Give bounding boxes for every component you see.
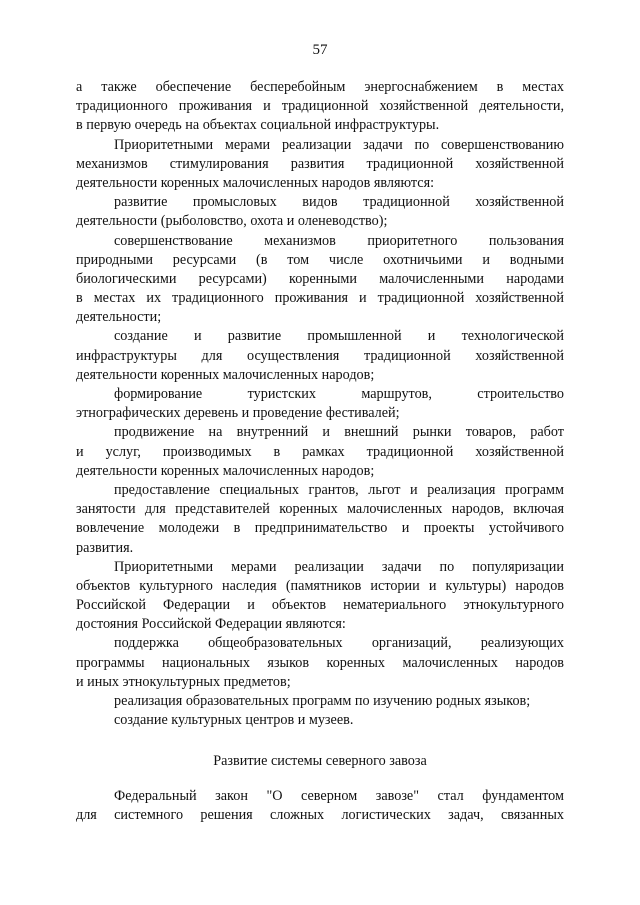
paragraph	[76, 193, 564, 231]
text-line: деятельности коренных малочисленных народов являются:	[76, 174, 435, 191]
text-line: биологическими ресурсами) коренными малочисленными народами	[76, 270, 564, 287]
text-line: Федеральный закон "О северном завозе" стал фундаментом	[114, 788, 564, 804]
text-line: занятости для представителей коренных малочисленных народов, включая	[76, 501, 564, 518]
text-line: Приоритетными мерами реализации задачи по популяризации	[114, 558, 564, 575]
paragraph	[76, 692, 564, 711]
page-number: 57	[312, 42, 328, 58]
paragraph	[76, 136, 564, 194]
paragraph	[76, 232, 564, 328]
paragraph	[76, 327, 564, 385]
text-line: Приоритетными мерами реализации задачи по совершенствованию	[114, 136, 564, 153]
text-line: деятельности (рыболовство, охота и оленеводство);	[76, 213, 388, 230]
text-line: в местах их традиционного проживания и традиционной хозяйственной	[76, 290, 564, 307]
text-line: реализация образовательных программ по изучению родных языков;	[114, 693, 531, 709]
text-line: формирование туристских маршрутов, строительство	[114, 386, 564, 402]
text-line: достояния Российской Федерации являются:	[76, 616, 346, 633]
text-line: природными ресурсами (в том числе охотничьими и водными	[76, 251, 564, 268]
text-line: создание культурных центров и музеев.	[114, 712, 354, 729]
text-line: поддержка общеобразовательных организаций, реализующих	[114, 635, 564, 652]
text-line: вовлечение молодежи в предпринимательство и проекты устойчивого	[76, 520, 564, 537]
text-line: деятельности;	[76, 309, 162, 326]
paragraph	[76, 634, 564, 692]
text-line: в первую очередь на объектах социальной инфраструктуры.	[76, 117, 440, 134]
paragraph	[76, 558, 564, 635]
text-line: Российской Федерации и объектов нематериального этнокультурного	[76, 597, 564, 614]
text-line: программы национальных языков коренных малочисленных народов	[76, 654, 564, 671]
text-line: традиционного проживания и традиционной хозяйственной деятельности,	[76, 98, 564, 115]
text-line: продвижение на внутренний и внешний рынки товаров, работ	[114, 424, 564, 441]
text-line: предоставление специальных грантов, льгот и реализация программ	[114, 481, 564, 498]
text-line: создание и развитие промышленной и технологической	[114, 328, 564, 345]
final-paragraph	[76, 787, 564, 825]
section-heading: Развитие системы северного завоза	[213, 753, 427, 769]
paragraph	[76, 711, 564, 730]
text-line: совершенствование механизмов приоритетного пользования	[114, 232, 564, 249]
text-line: развитие промысловых видов традиционной хозяйственной	[114, 194, 564, 211]
text-line: инфраструктуры для осуществления традиционной хозяйственной	[76, 347, 564, 364]
body-text	[76, 78, 564, 730]
text-line: а также обеспечение бесперебойным энергоснабжением в местах	[76, 79, 564, 95]
text-line: и иных этнокультурных предметов;	[76, 673, 291, 690]
text-line: деятельности коренных малочисленных народов;	[76, 462, 375, 479]
text-line: объектов культурного наследия (памятников истории и культуры) народов	[76, 577, 564, 594]
text-line: развития.	[76, 539, 134, 556]
text-line: деятельности коренных малочисленных народов;	[76, 366, 375, 383]
paragraph	[76, 423, 564, 481]
text-line: механизмов стимулирования развития традиционной хозяйственной	[76, 155, 564, 172]
text-line: этнографических деревень и проведение фестивалей;	[76, 405, 400, 422]
paragraph	[76, 78, 564, 136]
paragraph	[76, 385, 564, 423]
text-line: для системного решения сложных логистических задач, связанных	[76, 807, 564, 824]
paragraph	[76, 481, 564, 558]
text-line: и услуг, производимых в рамках традиционной хозяйственной	[76, 443, 564, 460]
